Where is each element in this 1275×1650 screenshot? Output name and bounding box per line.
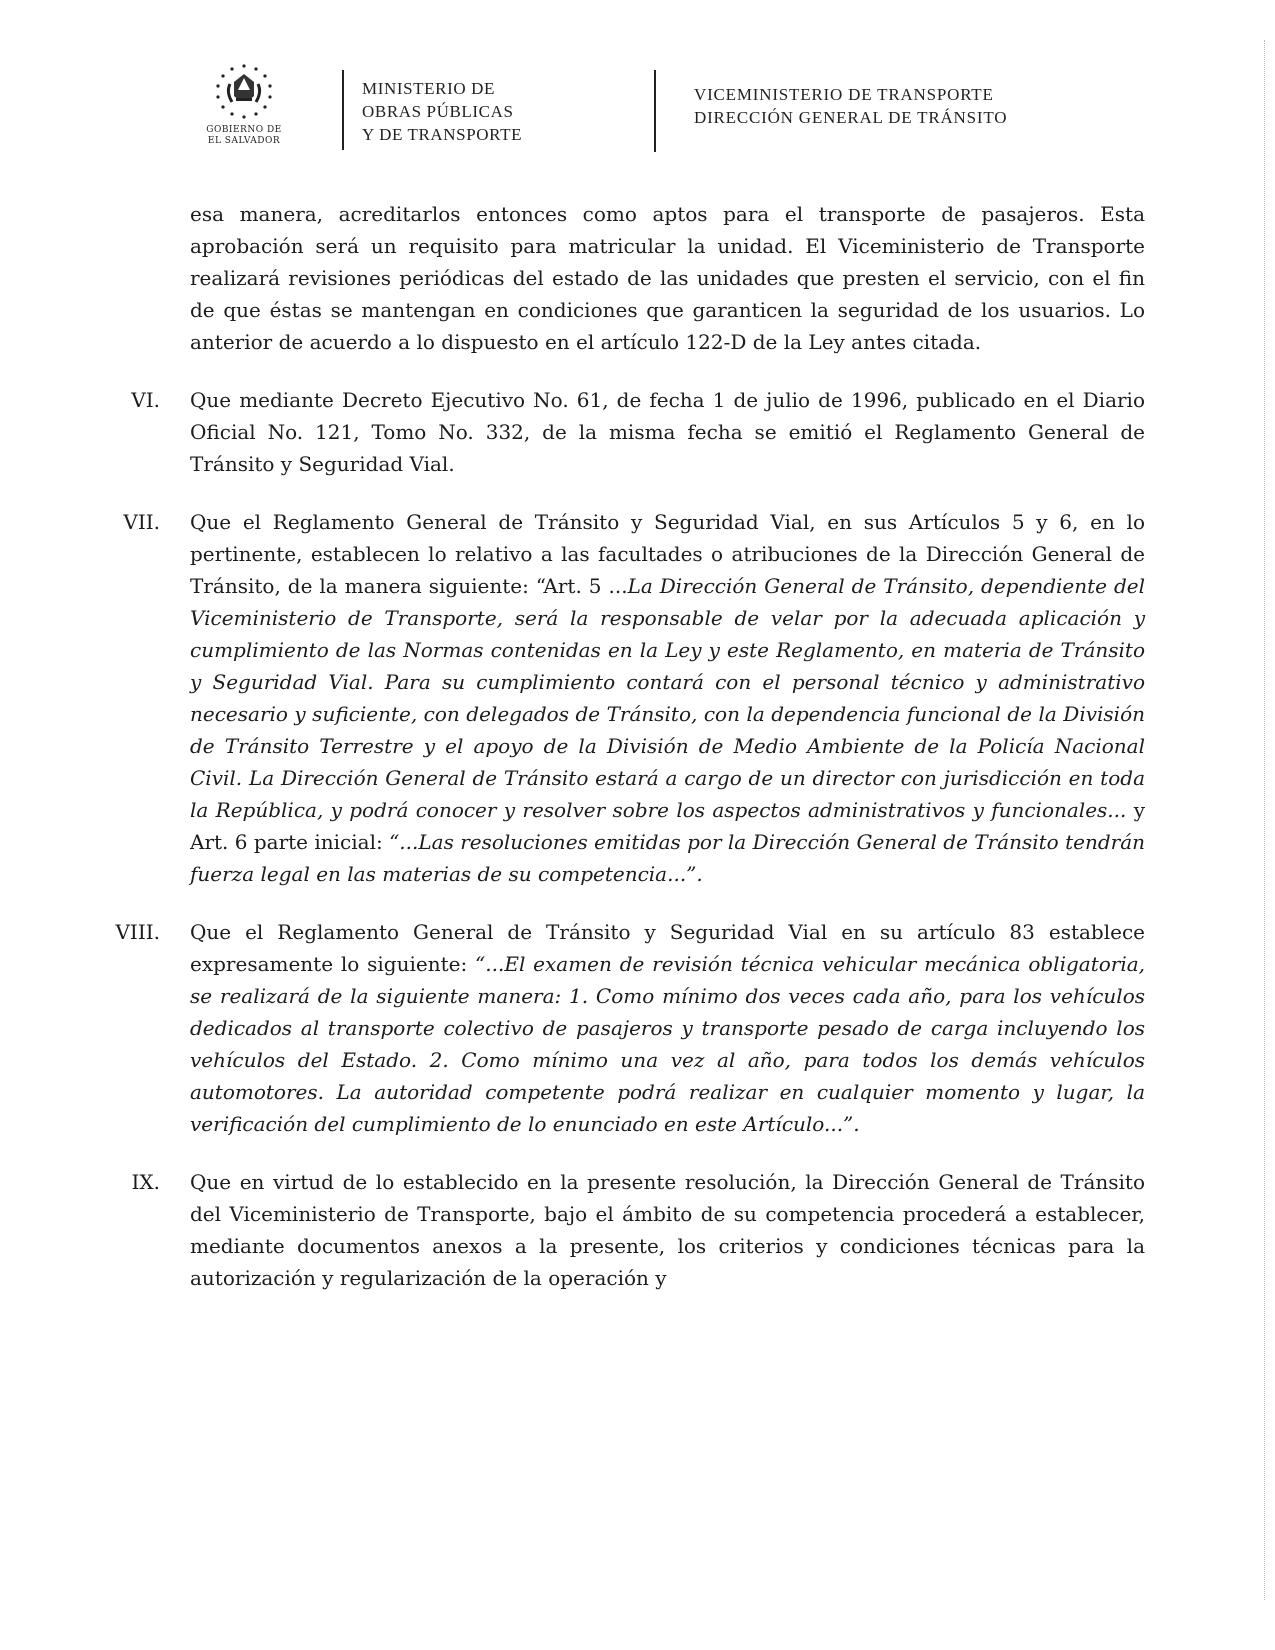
ministry-line-2: OBRAS PÚBLICAS bbox=[362, 102, 514, 121]
item-text-quote: “...El examen de revisión técnica vehicular mecánica obligatoria, se realizará de la siguiente manera: 1. Como mínimo dos veces cada año, para los vehículos dedicados al transporte colectivo de pasajeros y transporte pesado de carga incluyendo los vehículos del Estado. 2. Como mínimo una vez al año, para todos los demás vehículos automotores. La autoridad competente podrá realizar en cualquier momento y lugar, la verificación del cumplimiento de lo enunciado en este Artículo...”. bbox=[190, 952, 1146, 1136]
vice-ministry-name bbox=[694, 83, 1007, 129]
item-vi bbox=[131, 384, 1145, 480]
item-viii bbox=[115, 916, 1146, 1140]
item-number: VIII. bbox=[115, 920, 160, 944]
government-seal bbox=[196, 62, 292, 152]
item-text: Que mediante Decreto Ejecutivo No. 61, de fecha 1 de julio de 1996, publicado en el Diario Oficial No. 121, Tomo No. 332, de la misma fecha se emitió el Reglamento General de Tránsito y Seguridad Vial. bbox=[190, 388, 1145, 476]
ministry-name bbox=[362, 77, 522, 146]
item-text-plain: Que el Reglamento General de Tránsito y Seguridad Vial en su artículo 83 establece expresamente lo siguiente: bbox=[190, 920, 1145, 976]
seal-caption-line2: EL SALVADOR bbox=[207, 136, 281, 146]
item-text-plain: Que el Reglamento General de Tránsito y Seguridad Vial, en sus Artículos 5 y 6, en lo pertinente, establecen lo relativo a las facultades o atribuciones de la Dirección General de Tránsito, de la manera siguiente: “Art. 5 ... bbox=[190, 510, 1145, 598]
item-vii bbox=[123, 506, 1146, 890]
ministry-line-1: MINISTERIO DE bbox=[362, 79, 495, 98]
item-text-quote-2: “...Las resoluciones emitidas por la Dirección General de Tránsito tendrán fuerza legal en las materias de su competencia...”. bbox=[190, 830, 1145, 886]
scan-edge-artifact bbox=[1263, 40, 1265, 1600]
coat-of-arms-icon bbox=[204, 62, 284, 124]
item-text: Que en virtud de lo establecido en la presente resolución, la Dirección General de Tránsito del Viceministerio de Transporte, bajo el ámbito de su competencia procederá a establecer, mediante documentos anexos a la presente, los criterios y condiciones técnicas para la autorización y regularización de la operación y bbox=[190, 1170, 1145, 1290]
item-text-quote: La Dirección General de Tránsito, dependiente del Viceministerio de Transporte, será la responsable de velar por la adecuada aplicación y cumplimiento de las Normas contenidas en la Ley y este Reglamento, en materia de Tránsito y Seguridad Vial. Para su cumplimiento contará con el personal técnico y administrativo necesario y suficiente, con delegados de Tránsito, con la dependencia funcional de la División de Tránsito Terrestre y el apoyo de la División de Medio Ambiente de la Policía Nacional Civil. La Dirección General de Tránsito estará a cargo de un director con jurisdicción en toda la República, y podrá conocer y resolver sobre los aspectos administrativos y funcionales... bbox=[190, 574, 1146, 822]
vice-line-1: VICEMINISTERIO DE TRANSPORTE bbox=[694, 85, 994, 104]
document-body bbox=[115, 198, 1146, 1294]
letterhead bbox=[0, 0, 1275, 170]
seal-caption-line1: GOBIERNO DE bbox=[206, 125, 282, 135]
header-divider-left bbox=[342, 70, 344, 150]
ministry-line-3: Y DE TRANSPORTE bbox=[362, 125, 523, 144]
item-number: IX. bbox=[131, 1170, 160, 1194]
vice-line-2: DIRECCIÓN GENERAL DE TRÁNSITO bbox=[694, 108, 1008, 127]
item-text bbox=[190, 506, 1145, 890]
item-number: VI. bbox=[131, 388, 160, 412]
item-ix bbox=[131, 1166, 1145, 1294]
intro-paragraph: esa manera, acreditarlos entonces como aptos para el transporte de pasajeros. Esta aprobación será un requisito para matricular la unidad. El Viceministerio de Transporte realizará revisiones periódicas del estado de las unidades que presten el servicio, con el fin de que éstas se mantengan en condiciones que garanticen la seguridad de los usuarios. Lo anterior de acuerdo a lo dispuesto en el artículo 122-D de la Ley antes citada. bbox=[190, 202, 1145, 354]
item-number: VII. bbox=[123, 510, 160, 534]
header-divider-right bbox=[654, 70, 656, 152]
item-text bbox=[190, 916, 1145, 1140]
item-text-plain-2: y Art. 6 parte inicial: bbox=[190, 798, 1145, 854]
